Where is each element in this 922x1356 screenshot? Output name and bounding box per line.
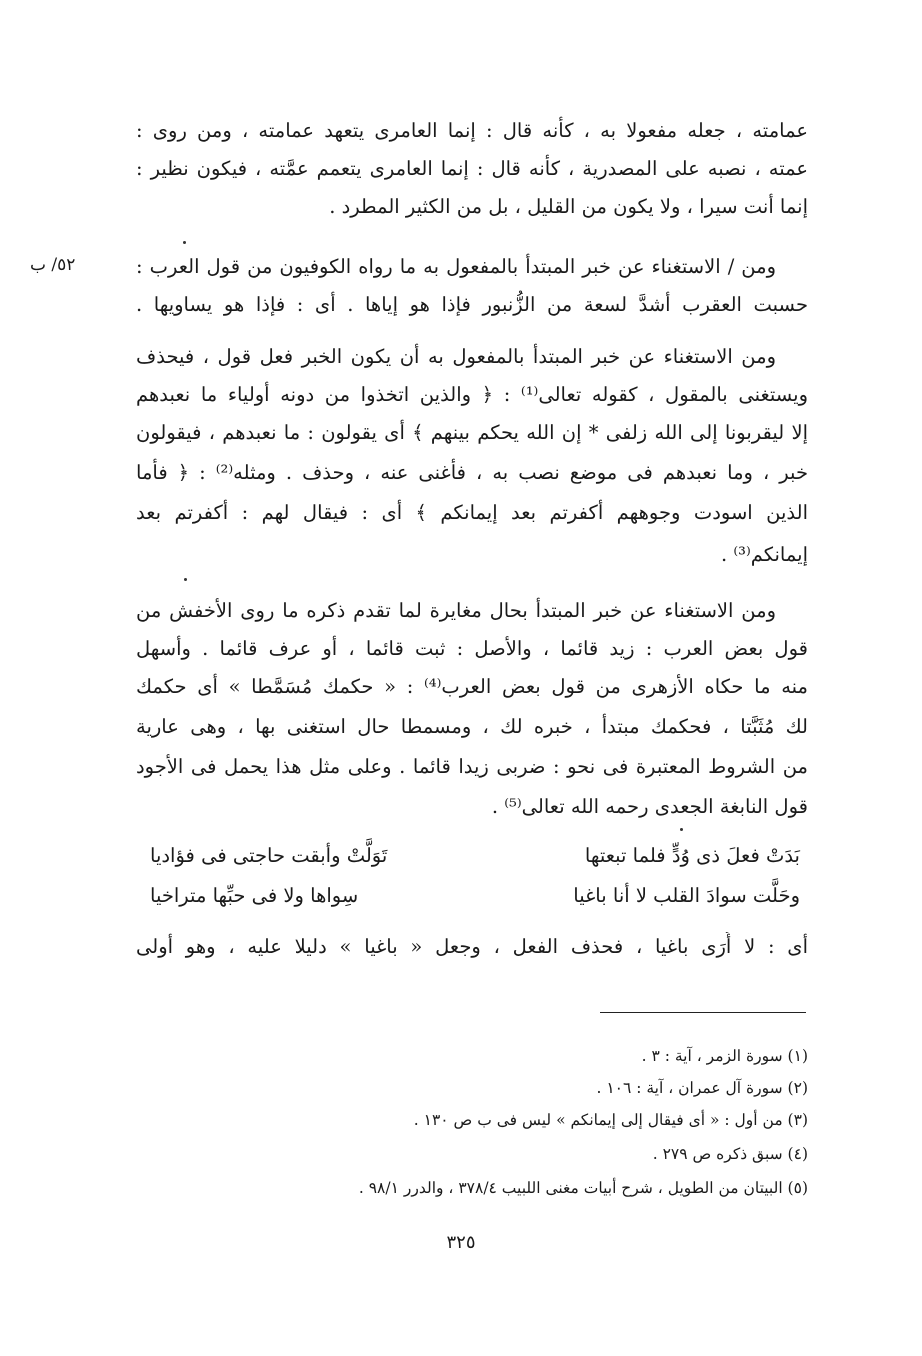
text-line: ويستغنى بالمقول ، كقوله تعالى⁽¹⁾ : ﴿ والذين اتخذوا من دونه أولياء ما نعبدهم bbox=[136, 383, 808, 406]
footnote: (١) سورة الزمر ، آية : ٣ . bbox=[641, 1047, 808, 1065]
text-line: ومن الاستغناء عن خبر المبتدأ بحال مغايرة لما تقدم ذكره ما روى الأخفش من bbox=[136, 599, 776, 622]
scan-speck bbox=[183, 241, 186, 244]
text-line: من الشروط المعتبرة فى نحو : ضربى زيدا قائما . وعلى مثل هذا يحمل فى الأجود bbox=[136, 755, 808, 778]
footnote: (٥) البيتان من الطويل ، شرح أبيات مغنى اللبيب ٣٧٨/٤ ، والدرر ٩٨/١ . bbox=[358, 1179, 808, 1197]
text-line: عمامته ، جعله مفعولا به ، كأنه قال : إنما العامرى يتعهد عمامته ، ومن روى : bbox=[136, 119, 808, 142]
footnote: (٣) من أول : « أى فيقال إلى إيمانكم » ليس فى ب ص ١٣٠ . bbox=[413, 1111, 808, 1129]
verse-first-hemistich: وحَلَّت سوادَ القلب لا أنا باغيا bbox=[573, 884, 800, 907]
footnote: (٤) سبق ذكره ص ٢٧٩ . bbox=[652, 1145, 808, 1163]
verse-second-hemistich: سِواها ولا فى حبِّها متراخيا bbox=[150, 884, 359, 907]
page-number: ٣٢٥ bbox=[446, 1232, 476, 1253]
verse-first-hemistich: بَدَتْ فعلَ ذى وُدٍّ فلما تبعتها bbox=[584, 844, 800, 867]
text-line: خبر ، وما نعبدهم فى موضع نصب به ، فأغنى عنه ، وحذف . ومثله⁽²⁾ : ﴿ فأما bbox=[136, 461, 808, 484]
text-line: قول النابغة الجعدى رحمه الله تعالى⁽⁵⁾ . bbox=[491, 795, 808, 818]
text-line: إيمانكم⁽³⁾ . bbox=[720, 543, 808, 566]
scan-speck bbox=[184, 578, 187, 581]
text-line: قول بعض العرب : زيد قائما ، والأصل : ثبت قائما ، أو عرف قائما . وأسهل bbox=[136, 637, 808, 660]
scan-speck bbox=[680, 828, 683, 831]
text-line: حسبت العقرب أشدَّ لسعة من الزُّنبور فإذا هو إياها . أى : فإذا هو يساويها . bbox=[136, 293, 808, 316]
text-line: منه ما حكاه الأزهرى من قول بعض العرب⁽⁴⁾ : « حكمك مُسَمَّطا » أى حكمك bbox=[136, 675, 808, 698]
text-line: ومن / الاستغناء عن خبر المبتدأ بالمفعول به ما رواه الكوفيون من قول العرب : bbox=[136, 255, 776, 278]
margin-folio-note: ٥٢/ ب bbox=[30, 255, 76, 275]
footnote: (٢) سورة آل عمران ، آية : ١٠٦ . bbox=[596, 1079, 808, 1097]
text-line: ومن الاستغناء عن خبر المبتدأ بالمفعول به أن يكون الخبر فعل قول ، فيحذف bbox=[136, 345, 776, 368]
text-line: إلا ليقربونا إلى الله زلفى * إن الله يحكم بينهم ﴾ أى يقولون : ما نعبدهم ، فيقولون bbox=[136, 421, 808, 444]
text-line: إنما أنت سيرا ، ولا يكون من القليل ، بل من الكثير المطرد . bbox=[329, 195, 808, 218]
text-line: عمته ، نصبه على المصدرية ، كأنه قال : إنما العامرى يتعمم عمَّته ، فيكون نظير : bbox=[136, 157, 808, 180]
verse-second-hemistich: تَوَلَّتْ وأبقت حاجتى فى فؤاديا bbox=[150, 844, 388, 867]
text-line: أى : لا أُرَى باغيا ، فحذف الفعل ، وجعل « باغيا » دليلا عليه ، وهو أولى bbox=[136, 935, 808, 958]
poetry-verse bbox=[150, 844, 800, 876]
text-line: لك مُثَبَّتا ، فحكمك مبتدأ ، خبره لك ، ومسمطا حال استغنى بها ، وهى عارية bbox=[136, 715, 808, 738]
poetry-verse bbox=[150, 884, 800, 916]
text-line: الذين اسودت وجوههم أكفرتم بعد إيمانكم ﴾ أى : فيقال لهم : أكفرتم بعد bbox=[136, 501, 808, 524]
footnote-separator bbox=[600, 1012, 806, 1013]
